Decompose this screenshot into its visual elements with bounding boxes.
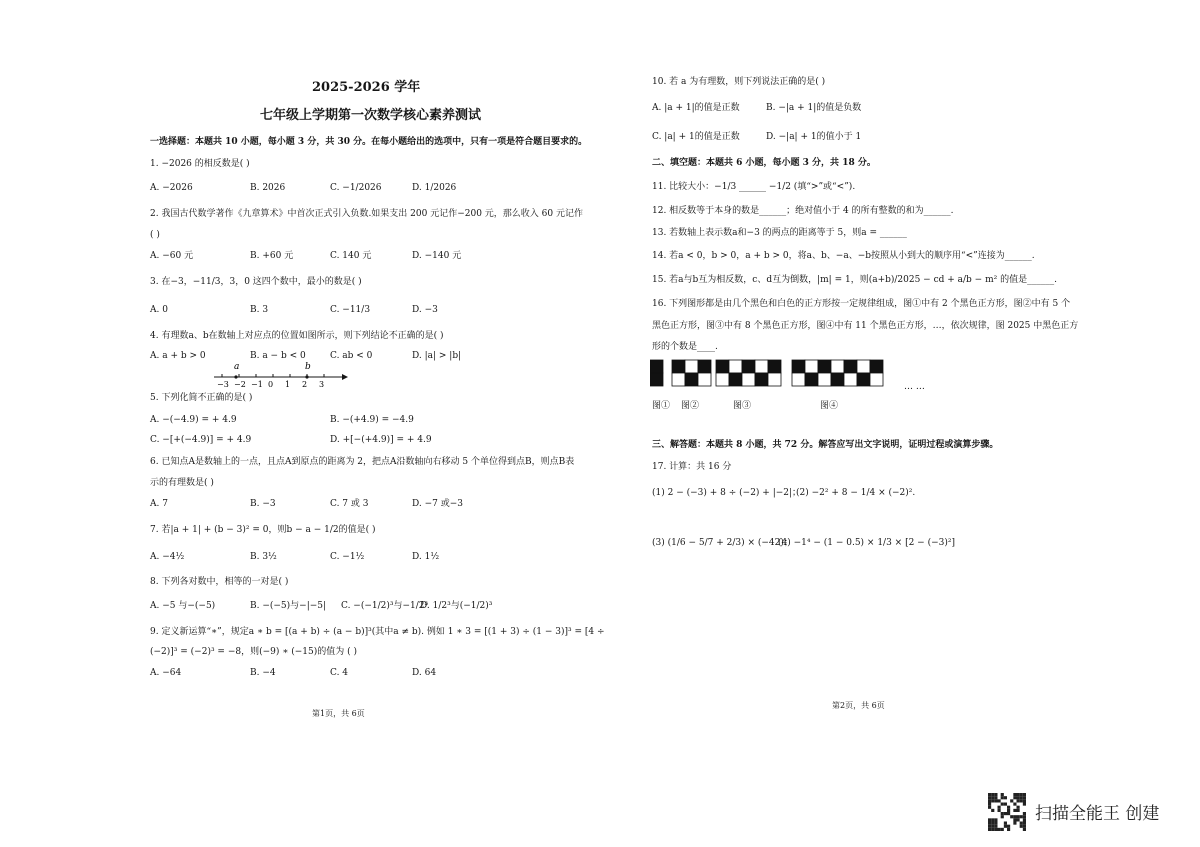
qr-cell: [991, 796, 994, 799]
qr-cell: [1017, 799, 1020, 802]
fig-label-1: 图①: [652, 401, 671, 411]
q4-option-a: A. a + b > 0: [150, 351, 206, 361]
q1-option-c: C. −1/2026: [330, 183, 382, 193]
q1-option-d: D. 1/2026: [412, 183, 457, 193]
q10-option-c: C. |a| + 1的值是正数: [652, 132, 740, 142]
number-line-tick-label: 1: [285, 380, 291, 388]
pattern-square: [792, 373, 805, 386]
q17-title: 17. 计算：共 16 分: [652, 462, 732, 472]
qr-cell: [1010, 815, 1013, 818]
qr-cell: [1007, 809, 1010, 812]
qr-cell: [988, 825, 991, 828]
qr-cell: [1001, 796, 1004, 799]
qr-cell: [1023, 796, 1026, 799]
qr-cell: [1017, 818, 1020, 821]
qr-cell: [1007, 828, 1010, 831]
q2-stem: 2. 我国古代数学著作《九章算术》中首次正式引入负数.如果支出 200 元记作−200 元，那么收入 60 元记作: [150, 209, 583, 219]
qr-cell: [991, 793, 994, 796]
number-line-tick-label: 2: [302, 380, 308, 388]
q5-stem: 5. 下列化简不正确的是( ): [150, 393, 253, 403]
qr-cell: [1017, 809, 1020, 812]
fig-label-3: 图③: [733, 401, 752, 411]
qr-cell: [1023, 828, 1026, 831]
pattern-square: [685, 373, 698, 386]
q11: 11. 比较大小：−1/3 ______ −1/2 (填“>”或“<”).: [652, 182, 856, 192]
section3-header: 三、解答题：本题共 8 小题，共 72 分。解答应写出文字说明，证明过程或演算步骤。: [652, 440, 999, 450]
q3-option-a: A. 0: [150, 305, 168, 315]
qr-cell: [988, 799, 991, 802]
q9-stem: 9. 定义新运算“∗”，规定a ∗ b = [(a + b) ÷ (a − b)]³(其中a ≠ b). 例如 1 ∗ 3 = [(1 + 3) ÷ (1 − 3)]³ = [4 ÷: [150, 627, 605, 637]
qr-cell: [988, 803, 991, 806]
pattern-square: [805, 373, 818, 386]
qr-cell: [1013, 796, 1016, 799]
pattern-square: [844, 373, 857, 386]
qr-cell: [988, 806, 991, 809]
qr-cell: [1023, 803, 1026, 806]
number-line-tick-label: −3: [217, 380, 229, 388]
qr-cell: [994, 796, 997, 799]
q4-option-b: B. a − b < 0: [250, 351, 306, 361]
qr-cell: [998, 799, 1001, 802]
pattern-square: [805, 360, 818, 373]
qr-cell: [994, 825, 997, 828]
pattern-square: [685, 360, 698, 373]
q4-point-b-label: b: [305, 362, 311, 372]
qr-cell: [1023, 799, 1026, 802]
qr-cell: [1020, 825, 1023, 828]
q2-option-b: B. +60 元: [250, 251, 294, 261]
number-line-tick-label: −1: [251, 380, 263, 388]
qr-cell: [1004, 796, 1007, 799]
exam-title: 七年级上学期第一次数学核心素养测试: [260, 108, 482, 123]
qr-cell: [1001, 803, 1004, 806]
qr-cell: [988, 793, 991, 796]
q6-option-a: A. 7: [150, 499, 168, 509]
qr-cell: [1023, 812, 1026, 815]
q7-stem: 7. 若|a + 1| + (b − 3)² = 0，则b − a − 1/2的值是( ): [150, 525, 376, 535]
qr-cell: [1001, 793, 1004, 796]
q6-stem: 6. 已知点A是数轴上的一点，且点A到原点的距离为 2，把点A沿数轴向右移动 5 个单位得到点B，则点B表: [150, 457, 575, 467]
section1-header: 一选择题：本题共 10 小题，每小题 3 分，共 30 分。在每小题给出的选项中，只有一项是符合题目要求的。: [150, 137, 588, 147]
q8-option-a: A. −5 与−(−5): [150, 601, 216, 611]
q6-option-c: C. 7 或 3: [330, 499, 369, 509]
page1-footer: 第1页，共 6页: [312, 709, 365, 718]
q16-ellipsis: … …: [904, 382, 925, 392]
qr-cell: [1013, 803, 1016, 806]
q9-option-a: A. −64: [150, 668, 182, 678]
pattern-square: [792, 360, 805, 373]
q4-option-d: D. |a| > |b|: [412, 351, 462, 361]
qr-cell: [994, 818, 997, 821]
qr-cell: [1023, 818, 1026, 821]
qr-cell: [998, 806, 1001, 809]
q9-option-b: B. −4: [250, 668, 276, 678]
qr-cell: [1020, 815, 1023, 818]
q2-option-c: C. 140 元: [330, 251, 372, 261]
qr-code-icon: [988, 793, 1026, 831]
qr-cell: [994, 828, 997, 831]
q4-point-a-label: a: [234, 362, 240, 372]
q9-stem-cont: (−2)]³ = (−2)³ = −8，则(−9) ∗ (−15)的值为 ( ): [150, 647, 357, 657]
q6-option-d: D. −7 或−3: [412, 499, 464, 509]
qr-cell: [988, 818, 991, 821]
qr-cell: [988, 828, 991, 831]
q17-part1: (1) 2 − (−3) + 8 ÷ (−2) + |−2|；: [652, 488, 802, 498]
q7-option-a: A. −4½: [150, 552, 185, 562]
q2-stem-cont: ( ): [150, 230, 160, 240]
q8-option-c: C. −(−1/2)³与−1/2³: [341, 601, 429, 611]
qr-cell: [1010, 799, 1013, 802]
q7-option-b: B. 3½: [250, 552, 277, 562]
pattern-square: [831, 360, 844, 373]
qr-cell: [1023, 815, 1026, 818]
q6-stem-cont: 示的有理数是( ): [150, 478, 214, 488]
q8-stem: 8. 下列各对数中，相等的一对是( ): [150, 577, 289, 587]
qr-cell: [994, 822, 997, 825]
qr-cell: [1017, 793, 1020, 796]
qr-cell: [1001, 815, 1004, 818]
pattern-square: [672, 373, 685, 386]
qr-cell: [1001, 812, 1004, 815]
pattern-square: [831, 373, 844, 386]
pattern-square: [870, 360, 883, 373]
pattern-square: [672, 360, 685, 373]
q17-part3: (3) (1/6 − 5/7 + 2/3) × (−42)；: [652, 538, 793, 548]
pattern-square: [650, 360, 663, 373]
qr-cell: [994, 799, 997, 802]
qr-cell: [1007, 806, 1010, 809]
q5-option-d: D. +[−(+4.9)] = + 4.9: [330, 435, 432, 445]
page2-footer: 第2页，共 6页: [832, 701, 885, 710]
q4-number-line: [210, 362, 350, 388]
q5-option-c: C. −[+(−4.9)] = + 4.9: [150, 435, 252, 445]
q10-stem: 10. 若 a 为有理数，则下列说法正确的是( ): [652, 77, 826, 87]
q2-option-d: D. −140 元: [412, 251, 462, 261]
scanner-watermark: 扫描全能王 创建: [1035, 804, 1160, 824]
q16-line3: 形的个数是____.: [652, 342, 718, 352]
pattern-square: [755, 360, 768, 373]
qr-cell: [1020, 796, 1023, 799]
pattern-square: [768, 360, 781, 373]
qr-cell: [991, 809, 994, 812]
pattern-square: [818, 360, 831, 373]
q1-stem: 1. −2026 的相反数是( ): [150, 159, 250, 169]
pattern-square: [768, 373, 781, 386]
qr-cell: [1023, 793, 1026, 796]
qr-cell: [1020, 799, 1023, 802]
qr-cell: [1013, 809, 1016, 812]
pattern-square: [650, 373, 663, 386]
qr-cell: [1004, 822, 1007, 825]
pattern-square: [729, 360, 742, 373]
q16-line1: 16. 下列图形都是由几个黑色和白色的正方形按一定规律组成，图①中有 2 个黑色正方形，图②中有 5 个: [652, 299, 1071, 309]
qr-cell: [1013, 818, 1016, 821]
section2-header: 二、填空题：本题共 6 小题，每小题 3 分，共 18 分。: [652, 158, 876, 168]
qr-cell: [998, 809, 1001, 812]
q15: 15. 若a与b互为相反数，c、d互为倒数，|m| = 1，则(a+b)/2025 − cd + a/b − m² 的值是______.: [652, 275, 1057, 285]
q4-stem: 4. 有理数a、b在数轴上对应点的位置如图所示，则下列结论不正确的是( ): [150, 331, 444, 341]
q4-point-a: [234, 375, 237, 378]
q3-option-d: D. −3: [412, 305, 438, 315]
pattern-square: [742, 373, 755, 386]
qr-cell: [1007, 825, 1010, 828]
q8-option-b: B. −(−5)与−|−5|: [250, 601, 327, 611]
pattern-square: [857, 373, 870, 386]
q12: 12. 相反数等于本身的数是______；绝对值小于 4 的所有整数的和为______.: [652, 206, 954, 216]
pattern-square: [857, 360, 870, 373]
q17-part4: (4) −1⁴ − (1 − 0.5) × 1/3 × [2 − (−3)²]: [778, 538, 955, 548]
qr-cell: [1017, 815, 1020, 818]
q3-stem: 3. 在−3，−11/3，3，0 这四个数中，最小的数是( ): [150, 277, 362, 287]
q13: 13. 若数轴上表示数a和−3 的两点的距离等于 5，则a = ______: [652, 228, 907, 238]
q3-option-b: B. 3: [250, 305, 269, 315]
q5-option-a: A. −(−4.9) = + 4.9: [150, 415, 237, 425]
pattern-square: [742, 360, 755, 373]
qr-cell: [1020, 822, 1023, 825]
qr-cell: [1004, 812, 1007, 815]
qr-cell: [988, 796, 991, 799]
qr-cell: [991, 825, 994, 828]
q16-figure-1: [650, 360, 663, 386]
number-line-tick-label: 3: [319, 380, 325, 388]
exam-year-title: 2025-2026 学年: [312, 80, 421, 95]
number-line-tick-label: −2: [234, 380, 246, 388]
pattern-square: [844, 360, 857, 373]
qr-cell: [1017, 806, 1020, 809]
q9-option-d: D. 64: [412, 668, 437, 678]
pattern-square: [698, 373, 711, 386]
q3-option-c: C. −11/3: [330, 305, 371, 315]
qr-cell: [1013, 822, 1016, 825]
qr-cell: [998, 828, 1001, 831]
pattern-square: [870, 373, 883, 386]
pattern-square: [818, 373, 831, 386]
pattern-square: [716, 360, 729, 373]
fig-label-2: 图②: [681, 401, 700, 411]
fig-label-4: 图④: [820, 401, 839, 411]
pattern-square: [755, 373, 768, 386]
qr-cell: [1007, 812, 1010, 815]
qr-cell: [991, 828, 994, 831]
q16-figure-4: [792, 360, 883, 386]
q16-figure-2: [672, 360, 711, 386]
q16-figure-3: [716, 360, 781, 386]
qr-cell: [1001, 828, 1004, 831]
q10-option-b: B. −|a + 1|的值是负数: [766, 103, 862, 113]
pattern-square: [716, 373, 729, 386]
q5-option-b: B. −(+4.9) = −4.9: [330, 415, 414, 425]
qr-cell: [991, 822, 994, 825]
q4-point-b: [305, 375, 308, 378]
pattern-square: [698, 360, 711, 373]
qr-cell: [1004, 825, 1007, 828]
qr-cell: [1013, 793, 1016, 796]
q7-option-c: C. −1½: [330, 552, 365, 562]
qr-cell: [1020, 793, 1023, 796]
q10-option-a: A. |a + 1|的值是正数: [652, 103, 740, 113]
q1-option-a: A. −2026: [150, 183, 193, 193]
pattern-square: [729, 373, 742, 386]
q8-option-d: D. 1/2³与(−1/2)³: [420, 601, 493, 611]
qr-cell: [1017, 796, 1020, 799]
qr-cell: [991, 799, 994, 802]
number-line-tick-label: 0: [268, 380, 274, 388]
q10-option-d: D. −|a| + 1的值小于 1: [766, 132, 862, 142]
q17-part2: (2) −2² + 8 − 1/4 × (−2)².: [796, 488, 916, 498]
q14: 14. 若a < 0，b > 0，a + b > 0，将a、b、−a、−b按照从小到大的顺序用“<”连接为______.: [652, 251, 1035, 261]
q4-option-c: C. ab < 0: [330, 351, 373, 361]
qr-cell: [988, 822, 991, 825]
q6-option-b: B. −3: [250, 499, 276, 509]
qr-cell: [994, 793, 997, 796]
q7-option-d: D. 1½: [412, 552, 440, 562]
qr-cell: [1023, 822, 1026, 825]
qr-cell: [1013, 815, 1016, 818]
qr-cell: [1004, 803, 1007, 806]
q16-line2: 黑色正方形，图③中有 8 个黑色正方形，图④中有 11 个黑色正方形，…，依次规律，图 2025 中黑色正方: [652, 321, 1079, 331]
q1-option-b: B. 2026: [250, 183, 286, 193]
qr-cell: [991, 818, 994, 821]
qr-cell: [1023, 825, 1026, 828]
q2-option-a: A. −60 元: [150, 251, 194, 261]
q9-option-c: C. 4: [330, 668, 349, 678]
